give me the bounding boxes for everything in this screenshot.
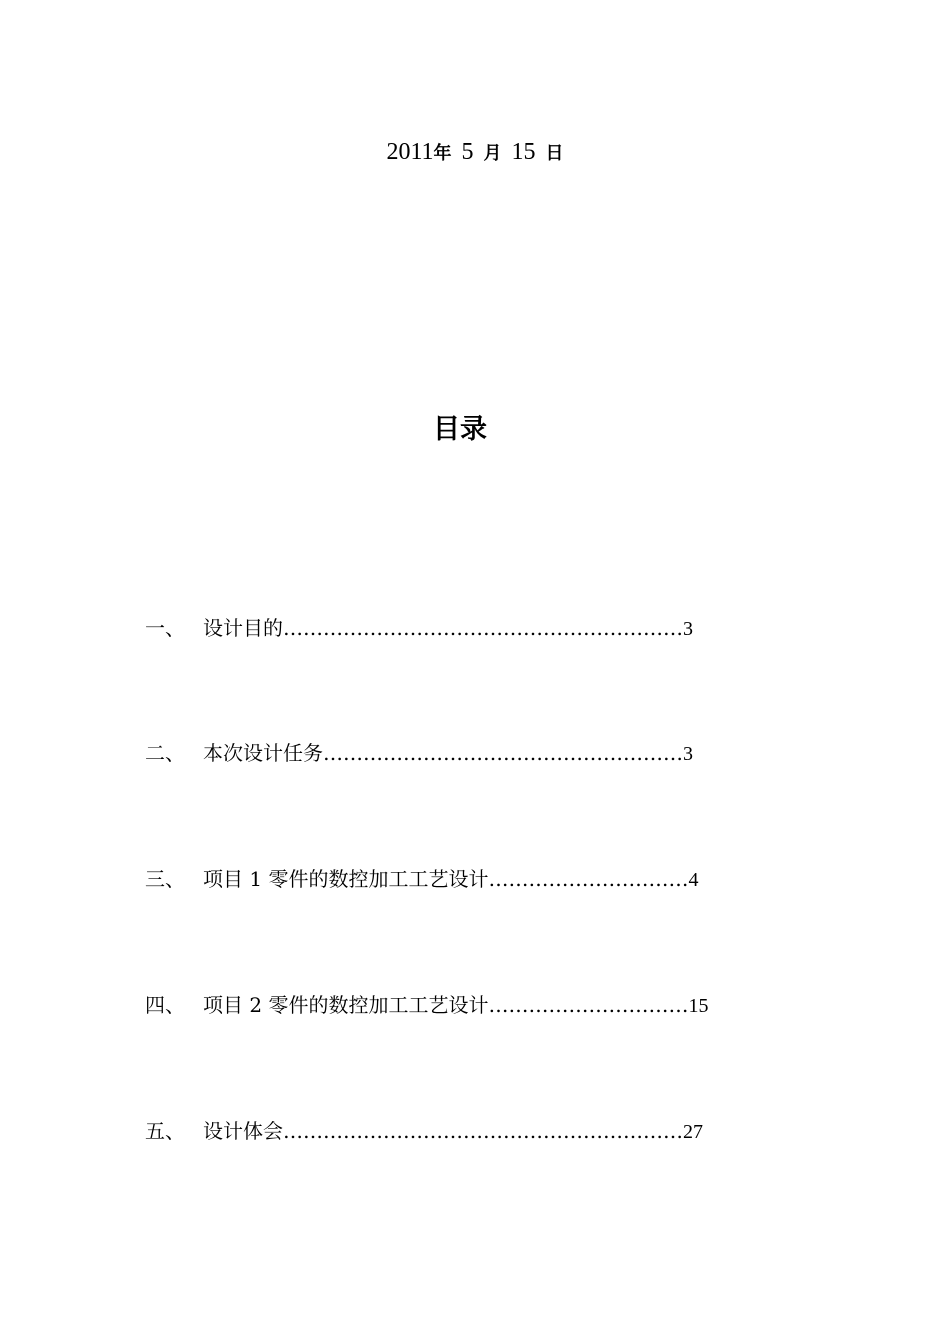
- toc-entry-leader: ……………………………………………………: [283, 616, 683, 640]
- toc-entry-number: 三、: [145, 867, 185, 891]
- toc-entry[interactable]: [145, 613, 693, 643]
- date-day: 15: [511, 139, 536, 165]
- toc-entry-page: 3: [683, 618, 693, 640]
- toc-entry[interactable]: [145, 990, 708, 1020]
- toc-entry-leader: ……………………………………………………: [283, 1119, 683, 1143]
- toc-entry-title: 项目 2 零件的数控加工工艺设计: [203, 993, 489, 1017]
- date-month: 5: [461, 139, 474, 165]
- toc-entry-leader: ………………………………………………: [323, 741, 683, 765]
- toc-entry-number: 五、: [145, 1119, 185, 1143]
- toc-entry[interactable]: [145, 738, 693, 768]
- date-year: 2011: [386, 139, 434, 165]
- toc-entry-title: 设计体会: [203, 1119, 283, 1143]
- toc-entry-page: 15: [688, 995, 709, 1017]
- toc-entry-title: 项目 1 零件的数控加工工艺设计: [203, 867, 489, 891]
- toc-entry-title: 本次设计任务: [203, 741, 323, 765]
- date-year-char: 年: [433, 143, 452, 164]
- toc-entry-leader: …………………………: [488, 993, 689, 1017]
- date-month-char: 月: [483, 143, 502, 164]
- toc-entry[interactable]: [145, 1116, 703, 1146]
- toc-entry-page: 3: [683, 743, 693, 765]
- toc-entry-title: 设计目的: [203, 616, 283, 640]
- toc-entry[interactable]: [145, 864, 698, 894]
- toc-entry-page: 27: [683, 1121, 703, 1143]
- toc-entry-number: 一、: [145, 616, 185, 640]
- toc-entry-number: 二、: [145, 741, 185, 765]
- toc-title: 目录: [433, 414, 487, 445]
- toc-entry-page: 4: [688, 869, 699, 891]
- date-day-char: 日: [545, 143, 564, 164]
- toc-entry-number: 四、: [145, 993, 185, 1017]
- toc-entry-leader: …………………………: [488, 867, 689, 891]
